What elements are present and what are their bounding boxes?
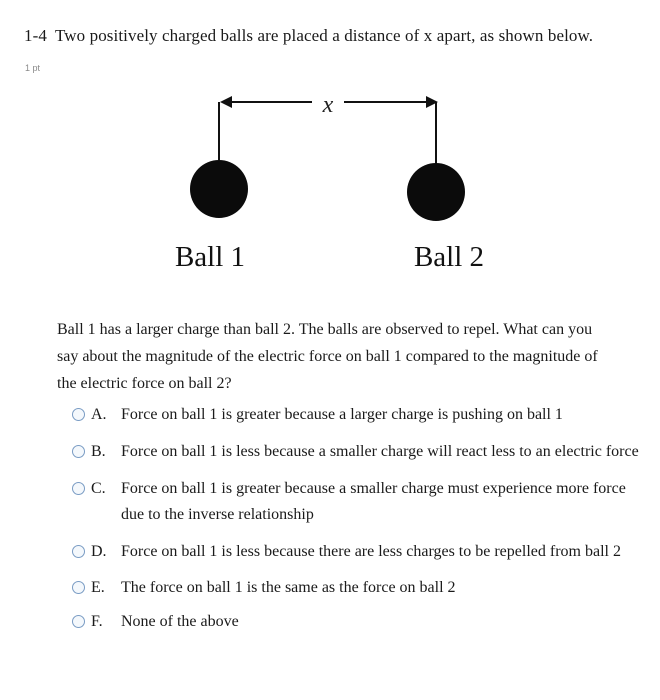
option-b[interactable] [72,439,642,465]
option-e-letter: E. [91,579,105,596]
option-d-letter: D. [91,543,107,560]
option-f-text: None of the above [121,613,239,630]
question-stem: Ball 1 has a larger charge than ball 2. The balls are observed to repel. What can you say about the magnitude of the electric force on ball 1 compared to the magnitude of the electric force on ball 2? [57,321,598,392]
distance-arrow-left-head [220,96,232,108]
option-f-radio[interactable] [72,615,85,628]
ball2-label: Ball 2 [413,241,485,273]
ball1-label: Ball 1 [174,241,246,273]
points-label: 1 pt [25,63,41,73]
ball2 [407,163,465,221]
question-header [24,26,593,46]
option-e-text: The force on ball 1 is the same as the force on ball 2 [121,579,456,596]
option-f[interactable] [72,609,642,635]
option-b-text: Force on ball 1 is less because a smaller charge will react less to an electric force [121,443,639,460]
option-e[interactable] [72,575,642,601]
option-f-letter: F. [91,613,103,630]
option-a-letter: A. [91,406,107,423]
option-c[interactable] [72,476,642,528]
question-number: 1-4 [24,26,47,45]
question-prompt: Two positively charged balls are placed a distance of x apart, as shown below. [54,26,594,45]
option-a[interactable] [72,402,642,428]
option-c-radio[interactable] [72,482,85,495]
option-d-text: Force on ball 1 is less because there are less charges to be repelled from ball 2 [121,543,621,560]
distance-label: x [322,92,334,118]
ball1 [190,160,248,218]
option-e-radio[interactable] [72,581,85,594]
option-c-letter: C. [91,480,106,497]
option-c-text: Force on ball 1 is greater because a smaller charge must experience more force due to the inverse relationship [121,480,626,523]
option-d[interactable] [72,539,642,565]
option-b-radio[interactable] [72,445,85,458]
charged-balls-diagram [0,80,660,290]
option-a-text: Force on ball 1 is greater because a larger charge is pushing on ball 1 [121,406,563,423]
option-d-radio[interactable] [72,545,85,558]
option-b-letter: B. [91,443,106,460]
option-a-radio[interactable] [72,408,85,421]
answer-options [72,402,642,635]
